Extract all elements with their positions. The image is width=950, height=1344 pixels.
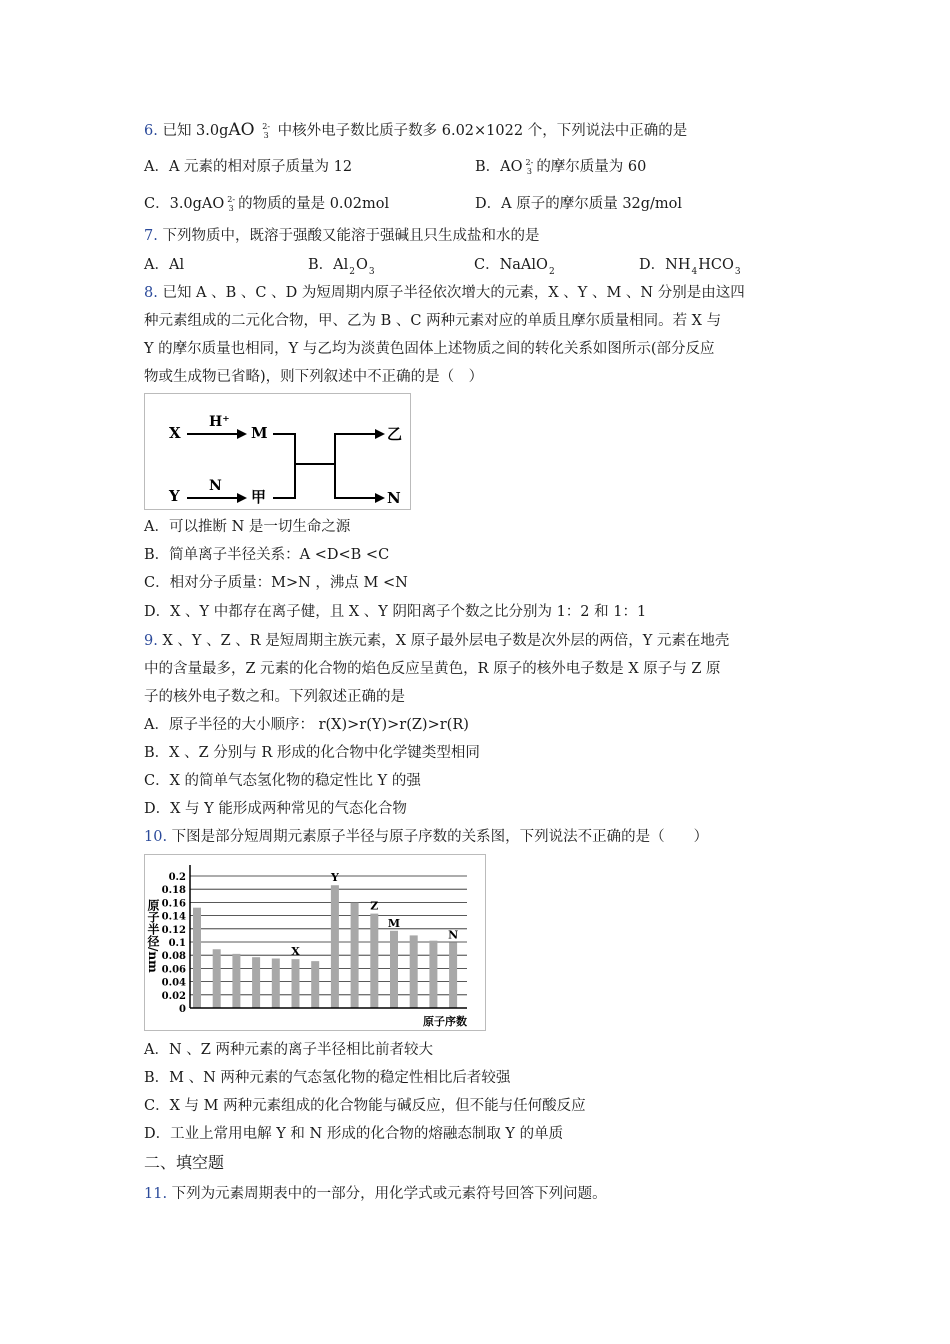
chart-bar	[370, 914, 378, 1008]
section-heading: 二、填空题	[144, 1153, 225, 1172]
chart-bar	[193, 908, 201, 1008]
q10-option-b: B．M 、N 两种元素的气态氢化物的稳定性相比后者较强	[144, 1070, 511, 1086]
q9-stem-line-1: 9. X 、Y 、Z 、R 是短周期主族元素，X 原子最外层电子数是次外层的两倍，Y 元素在地壳	[144, 633, 730, 649]
q9-option-c: C．X 的简单气态氢化物的稳定性比 Y 的强	[144, 773, 421, 789]
diagram-y: Y	[169, 487, 180, 505]
chart-bar	[252, 957, 260, 1008]
y-tick-label: 0.2	[168, 872, 186, 883]
q6-option-c: C．3.0gAO 2- 3 的物质的量是 0.02mol	[144, 195, 390, 213]
q6-option-d: D．A 原子的摩尔质量 32g/mol	[475, 196, 683, 212]
bar-label: X	[291, 945, 300, 959]
diagram-n-reagent: N	[209, 478, 222, 494]
q8-stem-line-4: 物或生成物已省略)，则下列叙述中不正确的是（ ）	[144, 369, 484, 385]
q6-stem: 6. 已知 3.0gAO 2- 3 中核外电子数比质子数多 6.02×1022 个，下列说法中正确的是	[144, 120, 688, 140]
q10-chart	[144, 854, 486, 1031]
q8-option-c: C．相对分子质量：M>N ，沸点 M <N	[144, 575, 408, 591]
diagram-m: M	[251, 424, 268, 442]
q9-option-b: B．X 、Z 分别与 R 形成的化合物中化学键类型相同	[144, 745, 480, 761]
chart-bar	[331, 885, 339, 1008]
y-tick-label: 0.14	[161, 911, 186, 923]
q6-option-a: A．A 元素的相对原子质量为 12	[144, 159, 353, 175]
chart-xlabel: 原子序数	[423, 1015, 467, 1028]
q11-stem: 11. 下列为元素周期表中的一部分，用化学式或元素符号回答下列问题。	[144, 1186, 607, 1202]
y-tick-label: 0.1	[168, 938, 186, 949]
q7-option-c: C．NaAlO$_2$	[474, 257, 555, 277]
q7-option-b: B．$Al_2O_3$	[308, 257, 375, 277]
y-tick-label: 0.08	[161, 951, 186, 963]
chart-bar	[351, 902, 359, 1008]
y-tick-label: 0.12	[161, 924, 186, 936]
q9-option-a: A．原子半径的大小顺序： r(X)>r(Y)>r(Z)>r(R)	[144, 717, 469, 733]
chart-bar	[449, 943, 457, 1008]
q9-stem-line-2: 中的含量最多，Z 元素的化合物的焰色反应呈黄色，R 原子的核外电子数是 X 原子与 Z 原	[144, 661, 721, 677]
q10-option-c: C．X 与 M 两种元素组成的化合物能与碱反应，但不能与任何酸反应	[144, 1098, 586, 1114]
bar-label: Y	[330, 871, 339, 885]
diagram-x: X	[169, 424, 181, 442]
diagram-yi: 乙	[387, 425, 403, 443]
diagram-jia: 甲	[251, 488, 267, 506]
q10-stem: 10. 下图是部分短周期元素原子半径与原子序数的关系图，下列说法不正确的是（ ）	[144, 829, 709, 845]
q9-option-d: D．X 与 Y 能形成两种常见的气态化合物	[144, 801, 407, 817]
y-tick-label: 0.06	[161, 964, 186, 976]
q6-option-b: B．AO 2- 3 的摩尔质量为 60	[475, 158, 647, 176]
bar-label: Z	[370, 899, 379, 913]
chart-bar	[311, 961, 319, 1008]
chart-bar	[410, 935, 418, 1008]
q7-stem: 7. 下列物质中，既溶于强酸又能溶于强碱且只生成盐和水的是	[144, 228, 540, 244]
y-tick-label: 0	[179, 1004, 186, 1015]
bar-label: M	[387, 916, 401, 930]
q9-stem-line-3: 子的核外电子数之和。下列叙述正确的是	[144, 689, 405, 705]
chart-bar	[213, 949, 221, 1008]
q8-stem-line-2: 种元素组成的二元化合物，甲、乙为 B 、C 两种元素对应的单质且摩尔质量相同。若 X 与	[144, 313, 722, 329]
y-tick-label: 0.04	[161, 977, 186, 989]
q10-option-d: D．工业上常用电解 Y 和 N 形成的化合物的熔融态制取 Y 的单质	[144, 1126, 564, 1142]
radius-bar-chart	[145, 855, 485, 1030]
q7-option-d: D．$NH_4HCO_3$	[639, 257, 741, 277]
chart-bar	[292, 959, 300, 1008]
chart-bar	[390, 931, 398, 1008]
q7-option-a: A．Al	[144, 257, 185, 273]
diagram-n-out: N	[387, 489, 401, 507]
q8-diagram	[144, 393, 411, 510]
bar-label: N	[448, 928, 459, 942]
q10-option-a: A．N 、Z 两种元素的离子半径相比前者较大	[144, 1042, 433, 1058]
q8-stem-line-3: Y 的摩尔质量也相同，Y 与乙均为淡黄色固体上述物质之间的转化关系如图所示(部分反应	[144, 341, 715, 357]
diagram-hplus: H⁺	[209, 414, 230, 430]
y-tick-label: 0.16	[161, 898, 186, 910]
chart-bar	[429, 941, 437, 1008]
q8-option-a: A．可以推断 N 是一切生命之源	[144, 519, 351, 535]
y-tick-label: 0.02	[161, 990, 186, 1002]
q8-option-d: D．X 、Y 中都存在离子健，且 X 、Y 阴阳离子个数之比分别为 1：2 和 1：1	[144, 604, 647, 620]
y-tick-label: 0.18	[161, 885, 186, 897]
q6-number: 6.	[144, 123, 158, 139]
q8-stem-line-1: 8. 已知 A 、B 、C 、D 为短周期内原子半径依次增大的元素，X 、Y 、M 、N 分别是由这四	[144, 285, 745, 301]
chart-ylabel: 原子半径/nm	[146, 899, 160, 973]
chart-bar	[272, 959, 280, 1009]
chart-bar	[232, 954, 240, 1008]
q8-option-b: B．简单离子半径关系：A <D<B <C	[144, 547, 390, 563]
